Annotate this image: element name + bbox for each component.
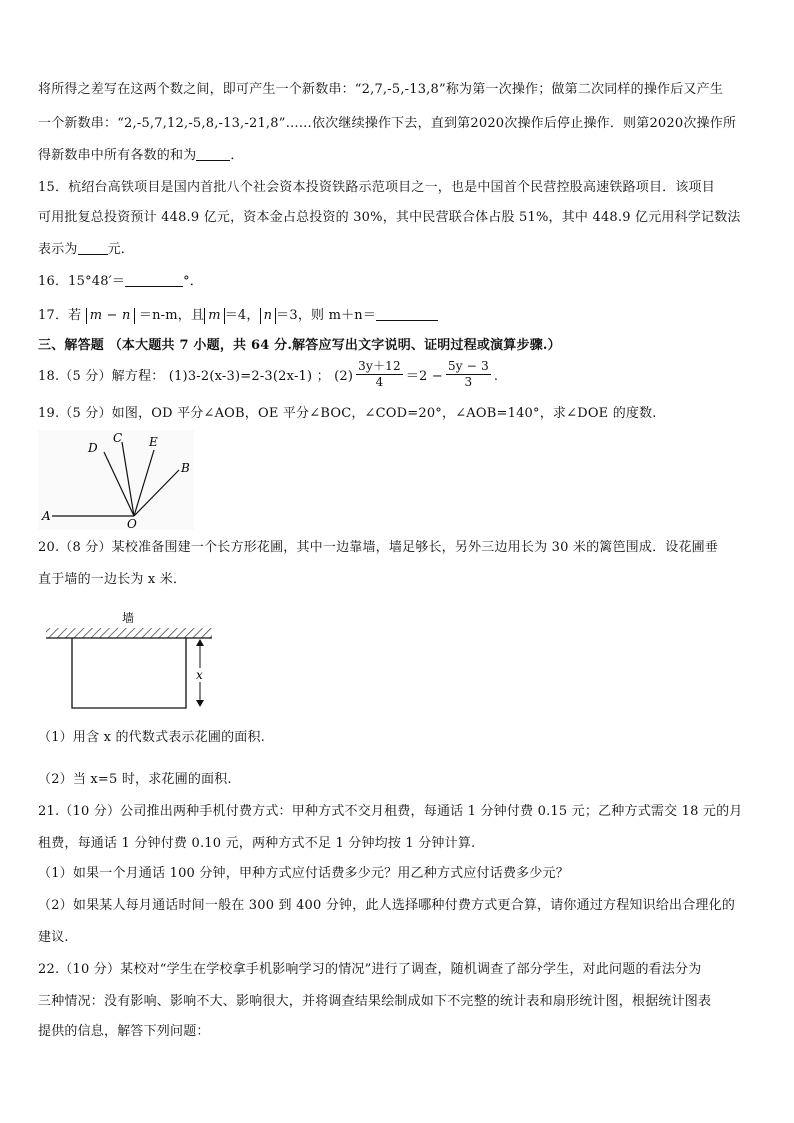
abs-m: m [204,308,225,324]
q18-end: . [493,369,499,384]
q20-part-2: （2）当 x=5 时，求花圃的面积. [38,772,232,787]
abs-n: n [260,308,277,324]
label-C: C [113,431,123,445]
q22-line-3: 提供的信息，解答下列问题： [38,1024,210,1039]
arrow-up-icon [196,639,204,646]
q21-line-2: 租费，每通话 1 分钟付费 0.10 元，两种方式不足 1 分钟均按 1 分钟计算. [38,836,476,851]
q16-end: °． [183,274,203,289]
q14-text: 得新数串中所有各数的和为 [38,148,197,163]
q20-line-2: 直于墙的一边长为 x 米． [38,572,187,587]
wall-hatch [46,628,212,638]
answer-blank [376,306,438,321]
q20-line-1: 20.（8 分）某校准备围建一个长方形花圃，其中一边靠墙，墙足够长，另外三边用长为 30 米的篱笆围成．设花圃垂 [38,540,719,555]
q16-line [38,272,764,292]
section-3-heading: 三、解答题 （本大题共 7 小题，共 64 分.解答应写出文字说明、证明过程或演算步骤.） [38,338,561,353]
q17-text-a: 17．若 [38,308,82,323]
figure-background [38,430,194,530]
q14-line-2: 一个新数串：“2,-5,7,12,-5,8,-13,-21,8”……依次继续操作下去，直到第2020次操作后停止操作．则第2020次操作所 [38,116,737,131]
q14-line-3 [38,146,764,166]
q15-line-2: 可用批复总投资预计 448.9 亿元，资本金占总投资的 30%，其中民营联合体占股 51%，其中 448.9 亿元用科学记数法 [38,210,741,225]
q17-text-b: ＝n-m，且 [138,308,205,323]
label-O: O [127,517,137,531]
q14-end: ． [230,148,244,163]
abs-m-minus-n: m − n [86,308,135,324]
q21-part-2-line-2: 建议. [38,930,69,945]
q18-mid: ＝2 − [405,369,443,384]
label-A: A [42,509,51,523]
dimension-label-x: x [196,668,203,682]
fraction-1: $\frac{3y+12}{4}$ [358,359,401,389]
fraction-2: $\frac{5y - 3}{3}$ [447,359,489,389]
q15-text: 表示为 [38,242,78,257]
q19-line: 19.（5 分）如图，OD 平分∠AOB，OE 平分∠BOC，∠COD=20°，∠AOB=140°，求∠DOE 的度数. [38,406,657,421]
q15-end: 元． [107,242,135,257]
wall-label: 墙 [122,611,135,625]
q21-part-2-line-1: （2）如果某人每月通话时间一般在 300 到 400 分钟，此人选择哪种付费方式更合算，请你通过方程知识给出合理化的 [38,898,736,913]
q22-line-2: 三种情况：没有影响、影响不大、影响很大，并将调查结果绘制成如下不完整的统计表和扇形统计图，根据统计图表 [38,994,712,1009]
angle-figure [36,428,196,532]
q15-line-3 [38,240,764,260]
answer-blank [196,146,230,161]
arrow-down-icon [196,700,204,707]
q18-text: 18.（5 分）解方程： (1)3-2(x-3)=2-3(2x-1) ； (2) [38,369,354,384]
answer-blank [78,240,108,255]
garden-figure [44,608,220,716]
label-B: B [181,461,190,475]
answer-blank [125,272,183,287]
q14-line-1: 将所得之差写在这两个数之间，即可产生一个新数串：“2,7,-5,-13,8”称为第一次操作；做第二次同样的操作后又产生 [38,82,724,97]
q17-text-c: ＝4， [224,308,260,323]
q21-part-1: （1）如果一个月通话 100 分钟，甲种方式应付话费多少元？用乙种方式应付话费多少元？ [38,866,569,881]
label-D: D [88,441,98,455]
q21-line-1: 21.（10 分）公司推出两种手机付费方式：甲种方式不交月租费，每通话 1 分钟付费 0.15 元；乙种方式需交 18 元的月 [38,804,743,819]
label-E: E [149,435,158,449]
q17-text-d: ＝3，则 m＋n＝ [276,308,377,323]
q22-line-1: 22.（10 分）某校对“学生在学校拿手机影响学习的情况”进行了调查，随机调查了部分学生，对此问题的看法分为 [38,962,702,977]
q18-line [38,360,764,394]
q17-line [38,306,764,326]
fence-rectangle [72,638,186,708]
q15-line-1: 15．杭绍台高铁项目是国内首批八个社会资本投资铁路示范项目之一，也是中国首个民营控股高速铁路项目．该项目 [38,180,715,195]
q20-part-1: （1）用含 x 的代数式表示花圃的面积. [38,730,265,745]
q16-text: 16．15°48′＝ [38,274,126,289]
